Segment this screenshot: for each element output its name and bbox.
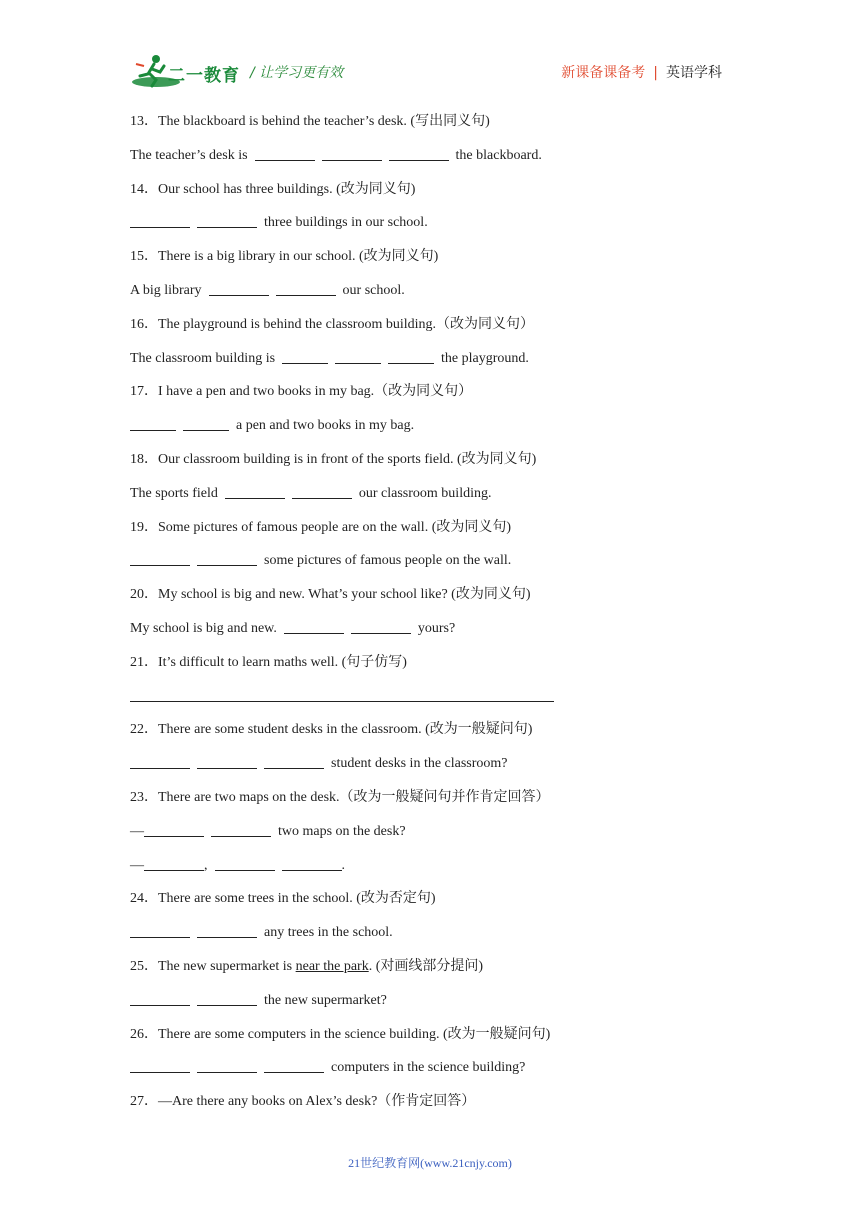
line-text [285, 486, 292, 501]
line-text: 23．There are two maps on the desk.（改为一般疑问句并作肯定回答） [130, 789, 550, 805]
answer-blank[interactable] [255, 146, 315, 161]
logo-text: 二一教育 [168, 66, 240, 86]
subject-label [561, 62, 722, 82]
exercise-line [130, 653, 750, 687]
line-text: — [130, 823, 144, 839]
line-text: 18．Our classroom building is in front of the sports field. (改为同义句) [130, 451, 537, 467]
line-text [275, 858, 282, 873]
exercise-line [130, 754, 750, 788]
exercise-line [130, 146, 750, 180]
line-text: My school is big and new. [130, 620, 284, 636]
exercise-line [130, 687, 750, 721]
line-text: 16．The playground is behind the classroom building.（改为同义句） [130, 316, 535, 332]
line-text [257, 1060, 264, 1075]
answer-blank[interactable] [264, 1058, 324, 1073]
line-text [344, 621, 351, 636]
answer-blank[interactable] [335, 349, 381, 364]
answer-blank[interactable] [388, 349, 434, 364]
line-text [190, 553, 197, 568]
line-text: yours? [410, 620, 456, 636]
line-text: our school. [335, 282, 405, 298]
line-text: . [341, 857, 345, 873]
line-text: 24．There are some trees in the school. (改为否定句) [130, 891, 436, 907]
answer-blank[interactable] [197, 551, 257, 566]
answer-blank[interactable] [197, 923, 257, 938]
line-text: two maps on the desk? [271, 823, 406, 839]
exercise-line [130, 180, 750, 214]
exercise-line [130, 923, 750, 957]
line-text: a pen and two books in my bag. [229, 418, 415, 434]
exercise-line [130, 281, 750, 315]
line-text: 25．The new supermarket is [130, 958, 296, 974]
line-text: the blackboard. [448, 147, 542, 163]
answer-blank[interactable] [284, 619, 344, 634]
subject-separator: | [653, 65, 658, 81]
line-text [176, 418, 183, 433]
answer-blank[interactable] [130, 923, 190, 938]
answer-blank[interactable] [197, 213, 257, 228]
answer-blank[interactable] [211, 822, 271, 837]
answer-blank[interactable] [389, 146, 449, 161]
line-text [328, 351, 335, 366]
exercise-line [130, 720, 750, 754]
answer-blank[interactable] [276, 281, 336, 296]
line-text: , [204, 857, 215, 873]
exercise-line [130, 1025, 750, 1059]
exercise-line [130, 889, 750, 923]
line-text: 21．It’s difficult to learn maths well. (句子仿写) [130, 654, 407, 670]
line-text [382, 148, 389, 163]
exercise-line [130, 551, 750, 585]
line-text: A big library [130, 282, 209, 298]
line-text: computers in the science building? [324, 1060, 526, 1076]
answer-blank[interactable] [130, 551, 190, 566]
line-text: . (对画线部分提问) [368, 958, 484, 974]
exercise-line [130, 349, 750, 383]
line-text [204, 824, 211, 839]
line-text [269, 283, 276, 298]
exercise-line [130, 247, 750, 281]
answer-blank[interactable] [130, 754, 190, 769]
answer-blank[interactable] [292, 484, 352, 499]
exercise-line [130, 788, 750, 822]
page-footer: 21世纪教育网(www.21cnjy.com) [348, 1156, 512, 1170]
line-text: 17．I have a pen and two books in my bag.（改为同义句） [130, 384, 473, 400]
line-text [190, 925, 197, 940]
answer-line[interactable] [130, 687, 554, 702]
exercise-line [130, 991, 750, 1025]
line-text [381, 351, 388, 366]
line-text: 27．—Are there any books on Alex’s desk?（作肯定回答） [130, 1094, 476, 1110]
line-text: 13．The blackboard is behind the teacher’s desk. (写出同义句) [130, 114, 490, 129]
exercise-line [130, 856, 750, 890]
answer-blank[interactable] [215, 856, 275, 871]
exercise-line [130, 213, 750, 247]
answer-blank[interactable] [322, 146, 382, 161]
exercise-line [130, 484, 750, 518]
line-text: 22．There are some student desks in the classroom. (改为一般疑问句) [130, 722, 533, 738]
exercise-line [130, 957, 750, 991]
line-text: our classroom building. [351, 485, 492, 501]
exercise-line [130, 1058, 750, 1092]
answer-blank[interactable] [209, 281, 269, 296]
line-text [315, 148, 322, 163]
exercise-line [130, 822, 750, 856]
line-text: 20．My school is big and new. What’s your school like? (改为同义句) [130, 587, 531, 603]
exercise-line [130, 416, 750, 450]
answer-blank[interactable] [264, 754, 324, 769]
answer-blank[interactable] [183, 416, 229, 431]
line-text: — [130, 857, 144, 873]
line-text [190, 215, 197, 230]
answer-blank[interactable] [225, 484, 285, 499]
line-text: The teacher’s desk is [130, 147, 255, 163]
page-header [0, 0, 860, 100]
exercise-line [130, 619, 750, 653]
answer-blank[interactable] [351, 619, 411, 634]
answer-blank[interactable] [282, 856, 342, 871]
line-text: student desks in the classroom? [324, 756, 508, 772]
exercise-content [130, 112, 750, 1126]
line-text: three buildings in our school. [257, 215, 428, 231]
subject-label-b: 英语学科 [666, 65, 722, 81]
line-text: the playground. [434, 350, 529, 366]
answer-blank[interactable] [130, 416, 176, 431]
exercise-line [130, 518, 750, 552]
exercise-line [130, 382, 750, 416]
answer-blank[interactable] [197, 1058, 257, 1073]
answer-blank[interactable] [130, 213, 190, 228]
answer-blank[interactable] [130, 991, 190, 1006]
line-text: The classroom building is [130, 350, 283, 366]
line-text: The sports field [130, 485, 225, 501]
exercise-line [130, 585, 750, 619]
underlined-phrase: near the park [295, 958, 369, 974]
line-text [190, 1060, 197, 1075]
slogan: / 让学习更有效 [250, 65, 344, 81]
line-text: 26．There are some computers in the science building. (改为一般疑问句) [130, 1026, 551, 1042]
exercise-line [130, 450, 750, 484]
line-text: 14．Our school has three buildings. (改为同义句) [130, 181, 416, 197]
answer-blank[interactable] [144, 856, 204, 871]
line-text [190, 993, 197, 1008]
exercise-line [130, 315, 750, 349]
answer-blank[interactable] [130, 1058, 190, 1073]
line-text: any trees in the school. [257, 925, 393, 941]
line-text: 19．Some pictures of famous people are on the wall. (改为同义句) [130, 519, 512, 535]
line-text [190, 756, 197, 771]
line-text: the new supermarket? [257, 992, 387, 1008]
answer-blank[interactable] [197, 754, 257, 769]
answer-blank[interactable] [144, 822, 204, 837]
subject-label-a: 新课备课备考 [561, 65, 646, 81]
exercise-line [130, 112, 750, 146]
line-text: some pictures of famous people on the wall. [257, 553, 512, 569]
line-text [257, 756, 264, 771]
answer-blank[interactable] [282, 349, 328, 364]
line-text: 15．There is a big library in our school. (改为同义句) [130, 249, 439, 265]
exercise-line [130, 1092, 750, 1126]
answer-blank[interactable] [197, 991, 257, 1006]
